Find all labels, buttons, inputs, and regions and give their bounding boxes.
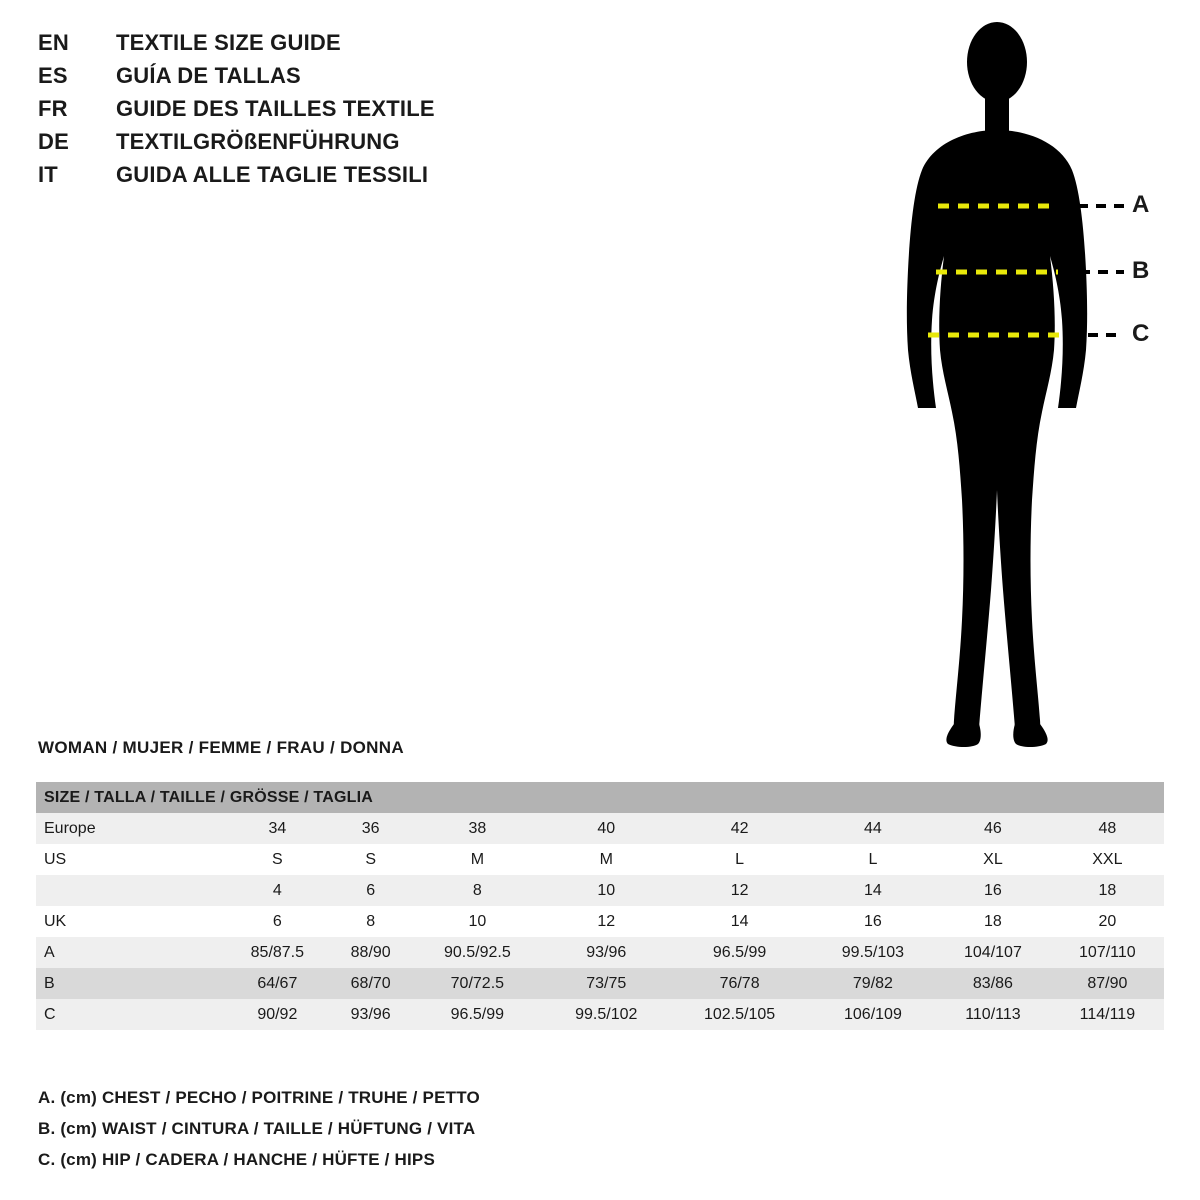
- measure-label-c: C: [1132, 320, 1150, 347]
- row-label: UK: [36, 906, 224, 937]
- footnotes: [38, 1088, 738, 1181]
- table-row: [36, 968, 1164, 999]
- row-cell: 85/87.5: [224, 937, 331, 968]
- row-cell: 110/113: [935, 999, 1051, 1030]
- row-cell: 93/96: [544, 937, 668, 968]
- row-cell: 14: [811, 875, 935, 906]
- title-text-en: TEXTILE SIZE GUIDE: [116, 30, 341, 55]
- title-text-it: GUIDA ALLE TAGLIE TESSILI: [116, 162, 429, 187]
- size-table-body: [36, 813, 1164, 1030]
- row-cell: 8: [331, 906, 411, 937]
- title-lang-es: ES: [38, 63, 68, 88]
- row-cell: 83/86: [935, 968, 1051, 999]
- row-cell: 96.5/99: [668, 937, 810, 968]
- row-cell: 48: [1051, 813, 1164, 844]
- row-cell: 10: [411, 906, 544, 937]
- female-silhouette-figure: [860, 20, 1180, 750]
- row-label: US: [36, 844, 224, 875]
- row-cell: 93/96: [331, 999, 411, 1030]
- table-row: [36, 875, 1164, 906]
- row-cell: 87/90: [1051, 968, 1164, 999]
- title-row: [38, 30, 558, 63]
- row-cell: 99.5/102: [544, 999, 668, 1030]
- row-cell: 64/67: [224, 968, 331, 999]
- table-row: [36, 813, 1164, 844]
- footnote-waist: B. (cm) WAIST / CINTURA / TAILLE / HÜFTUNG / VITA: [38, 1119, 476, 1138]
- row-cell: S: [224, 844, 331, 875]
- row-label: A: [36, 937, 224, 968]
- title-text-de: TEXTILGRÖßENFÜHRUNG: [116, 129, 400, 154]
- row-cell: XL: [935, 844, 1051, 875]
- size-table-head: [36, 782, 1164, 813]
- measure-label-a: A: [1132, 191, 1150, 218]
- title-row: [38, 162, 558, 195]
- row-cell: 106/109: [811, 999, 935, 1030]
- row-cell: 42: [668, 813, 810, 844]
- row-cell: 6: [224, 906, 331, 937]
- row-cell: 38: [411, 813, 544, 844]
- row-cell: S: [331, 844, 411, 875]
- row-cell: 99.5/103: [811, 937, 935, 968]
- row-cell: 96.5/99: [411, 999, 544, 1030]
- title-lang-it: IT: [38, 162, 58, 187]
- row-cell: 107/110: [1051, 937, 1164, 968]
- title-row: [38, 96, 558, 129]
- row-cell: 79/82: [811, 968, 935, 999]
- section-label-woman: WOMAN / MUJER / FEMME / FRAU / DONNA: [38, 738, 404, 757]
- row-cell: 12: [668, 875, 810, 906]
- row-cell: 10: [544, 875, 668, 906]
- size-table: [36, 782, 1164, 1030]
- row-cell: 12: [544, 906, 668, 937]
- footnote-chest: A. (cm) CHEST / PECHO / POITRINE / TRUHE / PETTO: [38, 1088, 480, 1107]
- measure-label-b: B: [1132, 257, 1150, 284]
- title-text-fr: GUIDE DES TAILLES TEXTILE: [116, 96, 435, 121]
- table-header-row: [36, 782, 1164, 813]
- size-table-header-label: SIZE / TALLA / TAILLE / GRÖSSE / TAGLIA: [36, 782, 1164, 813]
- title-text-es: GUÍA DE TALLAS: [116, 63, 301, 88]
- row-cell: 90.5/92.5: [411, 937, 544, 968]
- row-cell: 36: [331, 813, 411, 844]
- row-label: Europe: [36, 813, 224, 844]
- row-cell: 102.5/105: [668, 999, 810, 1030]
- table-row: [36, 999, 1164, 1030]
- row-cell: 18: [1051, 875, 1164, 906]
- footnote-hip: C. (cm) HIP / CADERA / HANCHE / HÜFTE / HIPS: [38, 1150, 436, 1169]
- row-cell: 70/72.5: [411, 968, 544, 999]
- table-row: [36, 906, 1164, 937]
- row-cell: 44: [811, 813, 935, 844]
- row-cell: XXL: [1051, 844, 1164, 875]
- row-cell: 88/90: [331, 937, 411, 968]
- row-cell: 16: [811, 906, 935, 937]
- table-row: [36, 844, 1164, 875]
- row-cell: 34: [224, 813, 331, 844]
- row-cell: 14: [668, 906, 810, 937]
- row-cell: 40: [544, 813, 668, 844]
- silhouette-svg: [860, 20, 1180, 750]
- title-lang-de: DE: [38, 129, 69, 154]
- title-row: [38, 129, 558, 162]
- row-label: C: [36, 999, 224, 1030]
- row-cell: 90/92: [224, 999, 331, 1030]
- row-cell: 68/70: [331, 968, 411, 999]
- table-row: [36, 937, 1164, 968]
- row-cell: 104/107: [935, 937, 1051, 968]
- row-cell: 6: [331, 875, 411, 906]
- row-cell: 76/78: [668, 968, 810, 999]
- row-cell: 114/119: [1051, 999, 1164, 1030]
- row-cell: 4: [224, 875, 331, 906]
- row-cell: 20: [1051, 906, 1164, 937]
- row-cell: M: [544, 844, 668, 875]
- row-label: [36, 875, 224, 906]
- silhouette-body: [907, 22, 1087, 747]
- row-cell: 8: [411, 875, 544, 906]
- title-block: [38, 30, 558, 195]
- row-cell: L: [811, 844, 935, 875]
- title-lang-fr: FR: [38, 96, 68, 121]
- row-cell: 18: [935, 906, 1051, 937]
- row-label: B: [36, 968, 224, 999]
- row-cell: 46: [935, 813, 1051, 844]
- row-cell: M: [411, 844, 544, 875]
- row-cell: 73/75: [544, 968, 668, 999]
- row-cell: 16: [935, 875, 1051, 906]
- title-row: [38, 63, 558, 96]
- title-lang-en: EN: [38, 30, 69, 55]
- row-cell: L: [668, 844, 810, 875]
